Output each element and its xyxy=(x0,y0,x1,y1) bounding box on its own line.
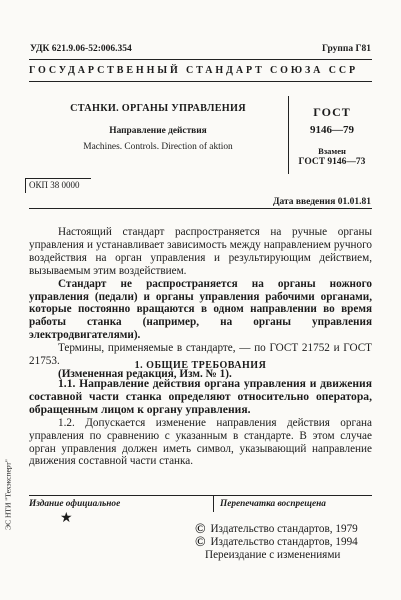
document-title: СТАНКИ. ОРГАНЫ УПРАВЛЕНИЯ xyxy=(70,103,246,114)
star-icon: ★ xyxy=(60,511,73,526)
clause-1-2: 1.2. Допускается изменение направления действия органа управления по сравнению с указанным в стандарте. В этом случае орган управления должен иметь символ, указывающий направление движения составной части станка. xyxy=(29,416,372,468)
copyright-text-2: Издательство стандартов, 1994 xyxy=(210,536,358,548)
date-rule xyxy=(29,208,372,209)
gost-block xyxy=(291,105,373,167)
title-block xyxy=(29,103,287,152)
top-rule xyxy=(29,59,372,60)
copyright-icon: © xyxy=(195,535,206,550)
udk-code: УДК 621.9.06-52:006.354 xyxy=(30,44,132,54)
clause-1-1: 1.1. Направление действия органа управления и движения составной части станка определяют относительно оператора, обращенным лицом к органу управления. xyxy=(29,377,372,416)
section-title: 1. ОБЩИЕ ТРЕБОВАНИЯ xyxy=(134,360,267,371)
document-title-english: Machines. Controls. Direction of aktion xyxy=(83,142,233,152)
title-divider xyxy=(288,96,289,174)
section-text xyxy=(29,378,372,468)
intro-text xyxy=(29,226,372,381)
copyright-icon: © xyxy=(195,522,206,537)
document-subtitle: Направление действия xyxy=(109,126,207,136)
gost-number: 9146—79 xyxy=(310,124,354,136)
side-watermark: ЭС НТИ "Техэксперт" xyxy=(3,459,13,530)
replaces-number: ГОСТ 9146—73 xyxy=(298,157,366,167)
introduction-date: Дата введения 01.01.81 xyxy=(272,197,371,207)
paragraph-scope: Настоящий стандарт распространяется на ручные органы управления и устанавливает зависимость между направлением ручного воздействия на орган управления и результирующим действием, вызываемым этим воздействием. xyxy=(29,226,372,277)
copyright-text-1: Издательство стандартов, 1979 xyxy=(210,523,358,535)
official-edition: Издание официальное xyxy=(29,499,121,509)
gost-label: ГОСТ xyxy=(313,105,351,119)
reissue-note: Переиздание с изменениями xyxy=(205,549,341,561)
reprint-prohibited: Перепечатка воспрещена xyxy=(220,499,326,509)
replaces-label: Взамен xyxy=(318,146,346,156)
copyright-line-2 xyxy=(195,536,358,549)
footer-divider xyxy=(213,496,214,512)
copyright-line-1 xyxy=(195,523,358,536)
banner-rule xyxy=(29,81,372,82)
paragraph-amendment: (Измененная редакция, Изм. № 1). xyxy=(58,367,232,380)
paragraph-exclusion: Стандарт не распространяется на органы ножного управления (педали) и органы управления рабочими органами, которые постоянно вращаются в одном направлении во время работы станка (например, на органы управления электродвигателями). xyxy=(29,277,372,342)
copyright-block xyxy=(195,523,358,562)
okp-code: ОКП 38 0000 xyxy=(29,180,80,190)
standard-banner: ГОСУДАРСТВЕННЫЙ СТАНДАРТ СОЮЗА ССР xyxy=(29,65,358,76)
paragraph-terms: Термины, применяемые в стандарте, — по ГОСТ 21752 и ГОСТ 21753. xyxy=(29,342,372,368)
group-code: Группа Г81 xyxy=(322,44,371,54)
footer-rule xyxy=(29,495,372,496)
